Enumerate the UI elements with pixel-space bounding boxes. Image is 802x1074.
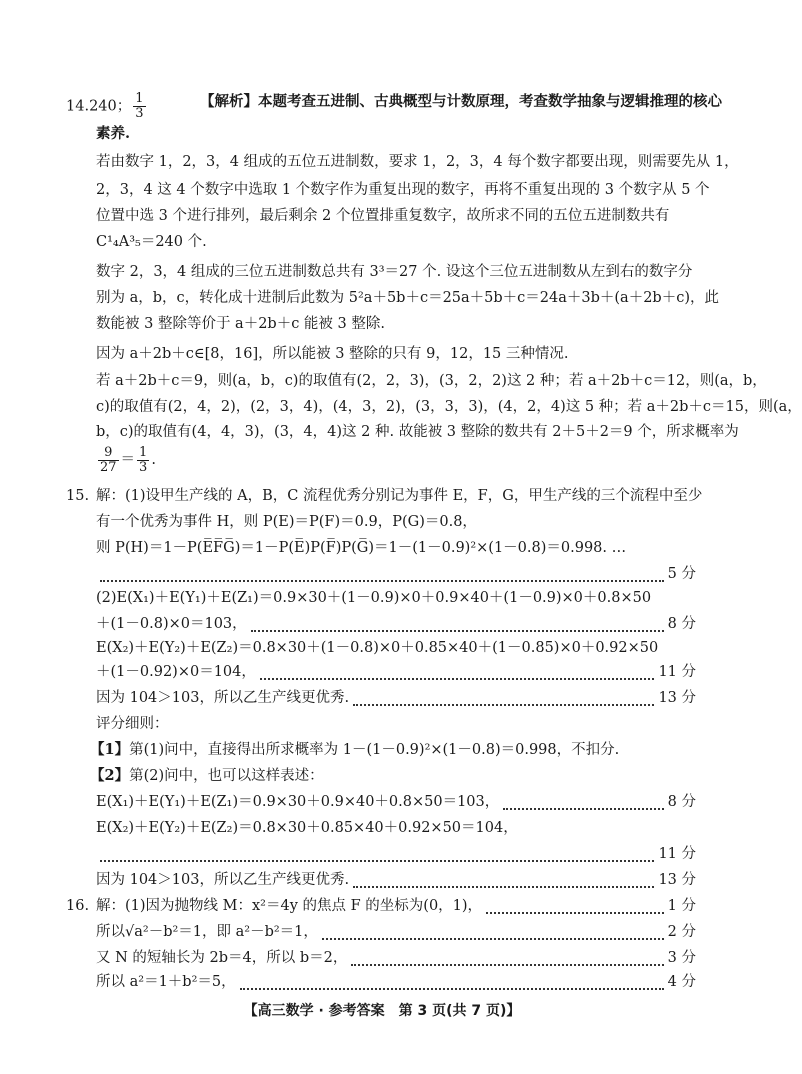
leader-dots xyxy=(503,796,663,810)
q15-score-line-2 xyxy=(96,614,696,636)
q15-score-4: 13 分 xyxy=(658,690,696,706)
q14-line12: c)的取值有(2，4，2)，(2，3，4)，(4，3，2)，(3，3，3)，(4，2，4)这 5 种；若 a＋2b＋c＝15，则(a， xyxy=(96,399,802,415)
q14-result-eq: ＝ xyxy=(120,452,136,468)
q14-answer-fraction xyxy=(133,92,145,121)
q14-line3: 若由数字 1，2，3，4 组成的五位五进制数，要求 1，2，3，4 每个数字都要出现，则需要先从 1， xyxy=(96,154,739,170)
leader-dots xyxy=(486,900,664,914)
leader-dots xyxy=(240,976,664,990)
q14-line9: 数能被 3 整除等价于 a＋2b＋c 能被 3 整除. xyxy=(96,316,385,332)
q15-line9-text: 因为 104＞103，所以乙生产线更优秀. xyxy=(96,690,350,706)
q15-line5: (2)E(X₁)＋E(Y₁)＋E(Z₁)＝0.9×30＋(1－0.9)×0＋0.9×40＋(1－0.9)×0＋0.8×50 xyxy=(96,590,652,606)
q14-frac-numerator: 1 xyxy=(135,91,144,106)
q15-alt-line-1 xyxy=(96,792,696,814)
q15-alt3-text: 因为 104＞103，所以乙生产线更优秀. xyxy=(96,872,350,888)
q14-result-frac1-den: 27 xyxy=(100,459,117,475)
q16-score-1: 1 分 xyxy=(667,898,696,914)
leader-dots xyxy=(100,568,664,582)
q14-result-frac1 xyxy=(98,446,119,475)
q15-rubric1-text: 第(1)问中，直接得出所求概率为 1－(1－0.9)²×(1－0.8)＝0.998，不扣分. xyxy=(129,742,620,758)
q15-score-7: 13 分 xyxy=(658,872,696,888)
q14-line10: 因为 a＋2b＋c∈[8，16]，所以能被 3 整除的只有 9，12，15 三种情况. xyxy=(96,346,569,362)
q14-num-label: 14. xyxy=(66,98,90,115)
q15-rubric-1 xyxy=(90,740,690,762)
q15-rubric-2 xyxy=(90,766,690,788)
q14-line6: C¹₄A³₅＝240 个. xyxy=(96,234,207,250)
q15-line2: 有一个优秀为事件 H，则 P(E)＝P(F)＝0.9，P(G)＝0.8， xyxy=(96,514,477,530)
q15-score-line-4 xyxy=(96,688,696,710)
q15-line1: 解：(1)设甲生产线的 A，B，C 流程优秀分别记为事件 E，F，G，甲生产线的三个流程中至少 xyxy=(96,488,703,504)
q14-result-end: . xyxy=(151,452,156,468)
q16-number: 16. xyxy=(66,898,90,914)
q14-result-frac1-num: 9 xyxy=(98,446,119,461)
q14-line7: 数字 2，3，4 组成的三位五进制数总共有 3³＝27 个. 设这个三位五进制数从左到右的数字分 xyxy=(96,264,693,280)
q14-line4: 2，3，4 这 4 个数字中选取 1 个数字作为重复出现的数字，再将不重复出现的 3 个数字从 5 个 xyxy=(96,182,710,198)
q15-score-2: 8 分 xyxy=(667,616,696,632)
q16-line-3 xyxy=(96,948,696,970)
q15-score-1: 5 分 xyxy=(667,566,696,582)
q14-line11: 若 a＋2b＋c＝9，则(a，b，c)的取值有(2，2，3)，(3，2，2)这 2 种；若 a＋2b＋c＝12，则(a，b， xyxy=(96,373,767,389)
q14-line5: 位置中选 3 个进行排列，最后剩余 2 个位置排重复数字，故所求不同的五位五进制数共有 xyxy=(96,208,670,224)
q14-result-frac2-den: 3 xyxy=(139,459,148,475)
q16-score-4: 4 分 xyxy=(667,974,696,990)
q15-score-line-6 xyxy=(96,844,696,866)
q15-score-6: 11 分 xyxy=(658,846,696,862)
q15-rubric1-tag: 【1】 xyxy=(90,741,130,758)
leader-dots xyxy=(351,952,663,966)
q16-score-2: 2 分 xyxy=(667,924,696,940)
q14-line13: b，c)的取值有(4，4，3)，(3，4，4)这 2 种. 故能被 3 整除的数共有 2＋5＋2＝9 个，所求概率为 xyxy=(96,424,739,440)
q14-frac-denominator: 3 xyxy=(135,106,144,121)
q15-line3: 则 P(H)＝1－P(E̅F̅G̅)＝1－P(E̅)P(F̅)P(G̅)＝1－(1－0.9)²×(1－0.8)＝0.998. … xyxy=(96,540,627,556)
q15-rubric-title: 评分细则： xyxy=(96,716,169,732)
q16-line2-text: 所以√a²－b²＝1，即 a²－b²＝1， xyxy=(96,924,318,940)
leader-dots xyxy=(100,848,654,862)
q15-rubric2-tag: 【2】 xyxy=(90,767,130,784)
q14-analysis-line xyxy=(200,92,722,114)
q15-score-line-3 xyxy=(96,662,696,684)
leader-dots xyxy=(260,666,655,680)
q15-score-line-1 xyxy=(96,564,696,586)
q14-answer-prefix: 240； xyxy=(89,98,132,115)
q15-score-3: 11 分 xyxy=(658,664,696,680)
q15-line6-text: ＋(1－0.8)×0＝103， xyxy=(96,616,247,632)
page-footer: 【高三数学 · 参考答案 第 3 页(共 7 页)】 xyxy=(243,1003,521,1019)
q15-line8-text: ＋(1－0.92)×0＝104， xyxy=(96,664,256,680)
q16-line1-text: 解：(1)因为抛物线 M：x²＝4y 的焦点 F 的坐标为(0，1)， xyxy=(96,898,483,914)
q15-number: 15. xyxy=(66,488,90,504)
q15-score-line-7 xyxy=(96,870,696,892)
q14-analysis-label: 【解析】 xyxy=(200,93,258,110)
leader-dots xyxy=(322,926,664,940)
q16-line-2 xyxy=(96,922,696,944)
q14-line8: 别为 a，b，c，转化成十进制后此数为 5²a＋5b＋c＝25a＋5b＋c＝24a＋3b＋(a＋2b＋c)，此 xyxy=(96,290,719,306)
q16-line3-text: 又 N 的短轴长为 2b＝4，所以 b＝2， xyxy=(96,950,348,966)
q15-alt1-text: E(X₁)＋E(Y₁)＋E(Z₁)＝0.9×30＋0.9×40＋0.8×50＝103， xyxy=(96,794,500,810)
q14-line2: 素养. xyxy=(96,125,131,142)
leader-dots xyxy=(251,618,664,632)
q15-score-5: 8 分 xyxy=(667,794,696,810)
q14-result-line xyxy=(96,442,696,478)
q15-alt2-text: E(X₂)＋E(Y₂)＋E(Z₂)＝0.8×30＋0.85×40＋0.92×50＝104， xyxy=(96,820,518,836)
leader-dots xyxy=(353,692,654,706)
q16-line4-text: 所以 a²＝1＋b²＝5， xyxy=(96,974,236,990)
q16-line-1 xyxy=(96,896,696,918)
leader-dots xyxy=(353,874,654,888)
q14-analysis-text: 本题考查五进制、古典概型与计数原理，考查数学抽象与逻辑推理的核心 xyxy=(258,93,722,110)
q14-result-frac2-num: 1 xyxy=(139,444,148,460)
q15-line7: E(X₂)＋E(Y₂)＋E(Z₂)＝0.8×30＋(1－0.8)×0＋0.85×40＋(1－0.85)×0＋0.92×50 xyxy=(96,640,659,656)
q14-number xyxy=(66,92,148,121)
q16-score-3: 3 分 xyxy=(667,950,696,966)
q16-line-4 xyxy=(96,972,696,994)
q15-rubric2-text: 第(2)问中，也可以这样表述： xyxy=(129,768,324,784)
q14-result-frac2 xyxy=(137,446,149,475)
